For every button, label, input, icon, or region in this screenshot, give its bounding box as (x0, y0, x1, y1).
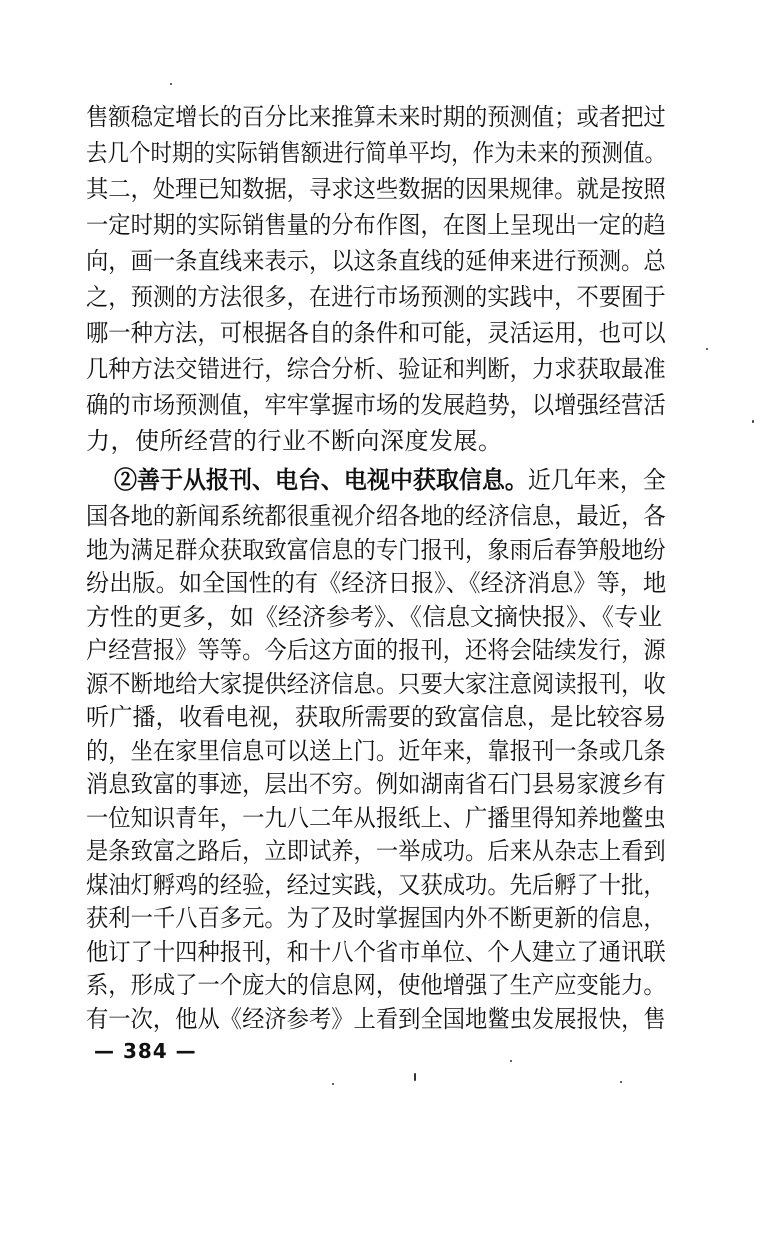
text-line: 纷出版。如全国性的有《经济日报》、《经济消息》等，地 (86, 569, 667, 597)
text-line: 获利一千八百多元。为了及时掌握国内外不断更新的信息， (86, 904, 666, 932)
scan-speck (414, 1073, 416, 1081)
text-line: 一定时期的实际销售量的分布作图，在图上呈现出一定的趋 (86, 211, 666, 239)
text-fragment: 近几年来，全 (527, 466, 666, 494)
text-line: 其二，处理已知数据，寻求这些数据的因果规律。就是按照 (86, 175, 666, 203)
text-line: 源不断地给大家提供经济信息。只要大家注意阅读报刊，收 (86, 669, 666, 698)
scan-speck (332, 1083, 334, 1085)
scan-speck (620, 1081, 622, 1083)
text-line: 力，使所经营的行业不断向深度发展。 (86, 427, 503, 455)
text-line: 一位知识青年，一九八二年从报纸上、广播里得知养地鳖虫 (86, 803, 666, 832)
text-line: 系，形成了一个庞大的信息网，使他增强了生产应变能力。 (86, 971, 666, 999)
text-line: 听广播，收看电视，获取所需要的致富信息，是比较容易 (86, 703, 667, 731)
scan-speck (706, 348, 708, 350)
text-line: 哪一种方法，可根据各自的条件和可能，灵活运用，也可以 (86, 319, 666, 347)
text-line: 地为满足群众获取致富信息的专门报刊，象雨后春笋般地纷 (86, 535, 666, 564)
text-line: 售额稳定增长的百分比来推算未来时期的预测值；或者把过 (86, 103, 666, 131)
scan-speck (170, 83, 172, 85)
text-line: 向，画一条直线来表示，以这条直线的延伸来进行预测。总 (86, 247, 666, 275)
text-line: 有一次，他从《经济参考》上看到全国地鳖虫发展报快，售 (86, 1004, 666, 1033)
text-line: 方性的更多，如《经济参考》、《信息文摘快报》、《专业 (86, 602, 662, 631)
text-line: 他订了十四种报刊，和十八个省市单位、个人建立了通讯联 (86, 937, 666, 966)
text-line: 消息致富的事迹，层出不穷。例如湖南省石门县易家渡乡有 (86, 770, 666, 798)
text-line: 去几个时期的实际销售额进行简单平均，作为未来的预测值。 (86, 139, 666, 167)
section-heading: ②善于从报刊、电台、电视中获取信息。 (114, 465, 528, 494)
text-line: 的，坐在家里信息可以送上门。近年来，靠报刊一条或几条 (86, 736, 666, 765)
scan-speck (510, 1060, 512, 1062)
text-line: 煤油灯孵鸡的经验，经过实践，又获成功。先后孵了十批， (86, 870, 666, 899)
page-number: — 384 — (94, 1039, 197, 1063)
section-heading-line (114, 463, 666, 497)
text-line: 是条致富之路后，立即试养，一举成功。后来从杂志上看到 (86, 837, 666, 865)
text-line: 之，预测的方法很多，在进行市场预测的实践中，不要囿于 (86, 283, 666, 311)
text-line: 户经营报》等等。今后这方面的报刊，还将会陆续发行，源 (86, 636, 666, 664)
text-line: 确的市场预测值，牢牢掌握市场的发展趋势，以增强经营活 (86, 391, 666, 419)
text-line: 几种方法交错进行，综合分析、验证和判断，力求获取最准 (86, 355, 666, 383)
scan-speck (752, 420, 754, 423)
text-line: 国各地的新闻系统都很重视介绍各地的经济信息，最近，各 (86, 502, 666, 530)
